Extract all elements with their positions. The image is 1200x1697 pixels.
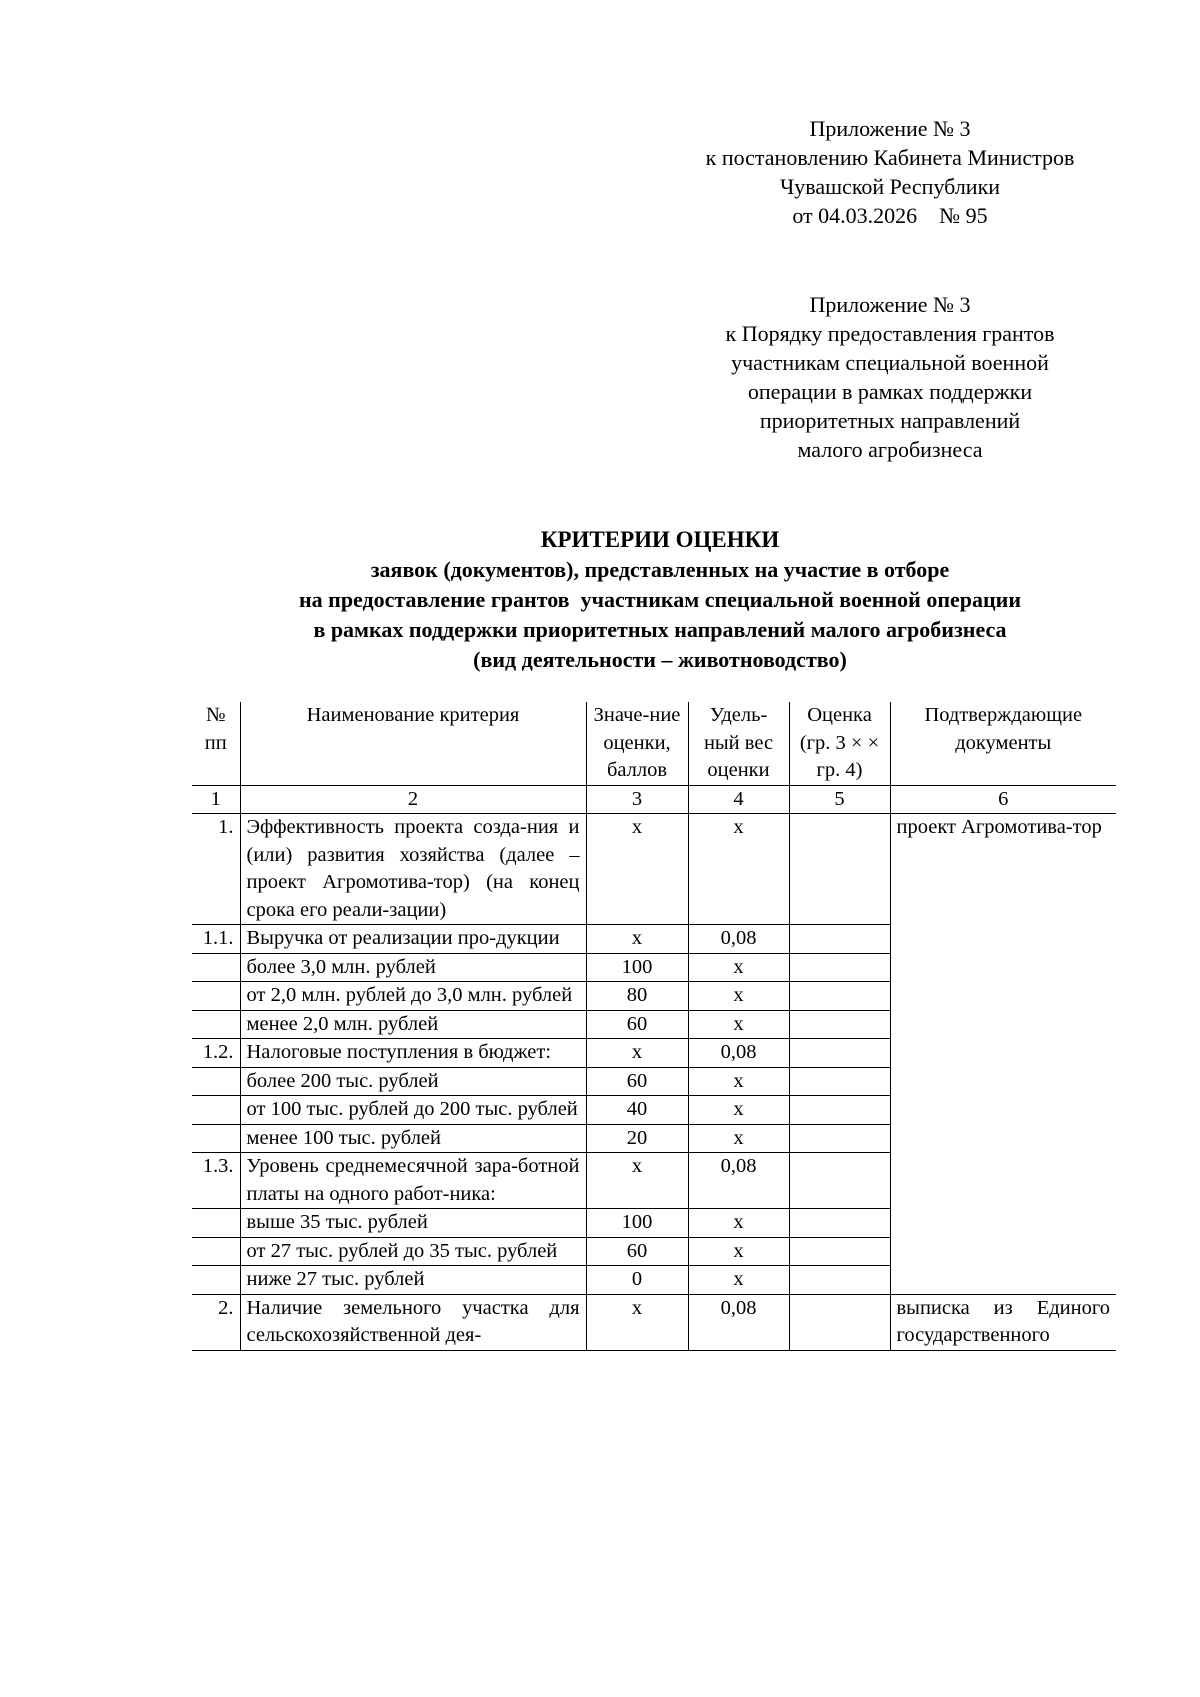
row-score: 60: [586, 1010, 688, 1039]
row-weight: х: [688, 953, 789, 982]
table-header-row: [192, 702, 1116, 785]
document-title: [160, 525, 1160, 675]
row-weight: х: [688, 1209, 789, 1238]
row-documents: выписка из Единого государственного: [890, 1294, 1116, 1350]
appendix-line: Приложение № 3: [809, 116, 971, 141]
row-score: х: [586, 925, 688, 954]
row-criterion: Эффективность проекта созда-ния и (или) развития хозяйства (далее – проект Агромотива-тор) (на конец срока его реали-зации): [240, 814, 586, 925]
header-weight: Удель-ный вес оценки: [688, 702, 789, 785]
appendix-line: участникам специальной военной: [731, 350, 1049, 375]
appendix-line: малого агробизнеса: [797, 437, 983, 462]
row-weight: 0,08: [688, 925, 789, 954]
column-number: 2: [240, 785, 586, 814]
row-number: 1.: [192, 814, 240, 925]
row-number: [192, 1010, 240, 1039]
column-number: 6: [890, 785, 1116, 814]
row-weight: х: [688, 1096, 789, 1125]
row-rating: [789, 1237, 890, 1266]
column-number-row: [192, 785, 1116, 814]
title-line: на предоставление грантов участникам специальной военной операции: [298, 587, 1022, 612]
row-criterion: ниже 27 тыс. рублей: [240, 1266, 586, 1295]
row-rating: [789, 1266, 890, 1295]
appendix-line: к Порядку предоставления грантов: [725, 321, 1055, 346]
row-rating: [789, 1039, 890, 1068]
row-rating: [789, 814, 890, 925]
appendix-line: приоритетных направлений: [759, 408, 1021, 433]
row-criterion: менее 2,0 млн. рублей: [240, 1010, 586, 1039]
row-score: х: [586, 1039, 688, 1068]
header-score: Значе-ние оценки, баллов: [586, 702, 688, 785]
row-weight: х: [688, 1266, 789, 1295]
row-rating: [789, 953, 890, 982]
column-number: 4: [688, 785, 789, 814]
row-criterion: более 200 тыс. рублей: [240, 1067, 586, 1096]
header-documents: Подтверждающие документы: [890, 702, 1116, 785]
appendix-header-resolution: [670, 114, 1110, 230]
row-weight: 0,08: [688, 1294, 789, 1350]
row-score: 100: [586, 953, 688, 982]
row-number: [192, 1209, 240, 1238]
row-criterion: Наличие земельного участка для сельскохозяйственной дея-: [240, 1294, 586, 1350]
row-rating: [789, 1096, 890, 1125]
header-criterion-name: Наименование критерия: [240, 702, 586, 785]
row-rating: [789, 1153, 890, 1209]
row-criterion: Выручка от реализации про-дукции: [240, 925, 586, 954]
title-main: КРИТЕРИИ ОЦЕНКИ: [540, 527, 780, 552]
row-number: 1.2.: [192, 1039, 240, 1068]
row-weight: х: [688, 1237, 789, 1266]
row-score: х: [586, 1153, 688, 1209]
table-row: [192, 1294, 1116, 1350]
row-criterion: выше 35 тыс. рублей: [240, 1209, 586, 1238]
row-number: [192, 1124, 240, 1153]
row-criterion: Уровень среднемесячной зара-ботной платы на одного работ-ника:: [240, 1153, 586, 1209]
row-rating: [789, 1010, 890, 1039]
row-score: 0: [586, 1266, 688, 1295]
row-number: [192, 982, 240, 1011]
row-weight: х: [688, 1010, 789, 1039]
row-score: 60: [586, 1237, 688, 1266]
row-score: х: [586, 1294, 688, 1350]
title-line: (вид деятельности – животноводство): [473, 647, 847, 672]
row-score: 80: [586, 982, 688, 1011]
row-rating: [789, 982, 890, 1011]
column-number: 3: [586, 785, 688, 814]
row-number: 1.3.: [192, 1153, 240, 1209]
row-weight: х: [688, 982, 789, 1011]
title-line: заявок (документов), представленных на участие в отборе: [370, 557, 950, 582]
header-rating: Оценка (гр. 3 × × гр. 4): [789, 702, 890, 785]
row-score: 100: [586, 1209, 688, 1238]
row-rating: [789, 1124, 890, 1153]
row-rating: [789, 1067, 890, 1096]
row-weight: х: [688, 1124, 789, 1153]
appendix-line: Приложение № 3: [809, 292, 971, 317]
row-score: х: [586, 814, 688, 925]
column-number: 1: [192, 785, 240, 814]
column-number: 5: [789, 785, 890, 814]
table-row: [192, 814, 1116, 925]
row-weight: х: [688, 814, 789, 925]
row-number: [192, 1067, 240, 1096]
row-documents: проект Агромотива-тор: [890, 814, 1116, 1295]
row-number: 2.: [192, 1294, 240, 1350]
row-number: [192, 1237, 240, 1266]
appendix-line: к постановлению Кабинета Министров: [705, 145, 1075, 170]
row-score: 20: [586, 1124, 688, 1153]
row-rating: [789, 925, 890, 954]
row-weight: х: [688, 1067, 789, 1096]
row-weight: 0,08: [688, 1153, 789, 1209]
row-score: 60: [586, 1067, 688, 1096]
appendix-line: от 04.03.2026 № 95: [792, 203, 988, 228]
row-rating: [789, 1294, 890, 1350]
row-score: 40: [586, 1096, 688, 1125]
row-criterion: от 27 тыс. рублей до 35 тыс. рублей: [240, 1237, 586, 1266]
appendix-line: операции в рамках поддержки: [747, 379, 1033, 404]
row-criterion: менее 100 тыс. рублей: [240, 1124, 586, 1153]
appendix-line: Чувашской Республики: [779, 174, 1001, 199]
row-weight: 0,08: [688, 1039, 789, 1068]
row-number: 1.1.: [192, 925, 240, 954]
title-line: в рамках поддержки приоритетных направлений малого агробизнеса: [313, 617, 1007, 642]
row-criterion: от 100 тыс. рублей до 200 тыс. рублей: [240, 1096, 586, 1125]
appendix-header-procedure: [680, 290, 1100, 464]
row-rating: [789, 1209, 890, 1238]
row-number: [192, 953, 240, 982]
row-number: [192, 1096, 240, 1125]
row-criterion: от 2,0 млн. рублей до 3,0 млн. рублей: [240, 982, 586, 1011]
criteria-table: [192, 702, 1116, 1351]
header-number: № пп: [192, 702, 240, 785]
row-number: [192, 1266, 240, 1295]
row-criterion: Налоговые поступления в бюджет:: [240, 1039, 586, 1068]
row-criterion: более 3,0 млн. рублей: [240, 953, 586, 982]
